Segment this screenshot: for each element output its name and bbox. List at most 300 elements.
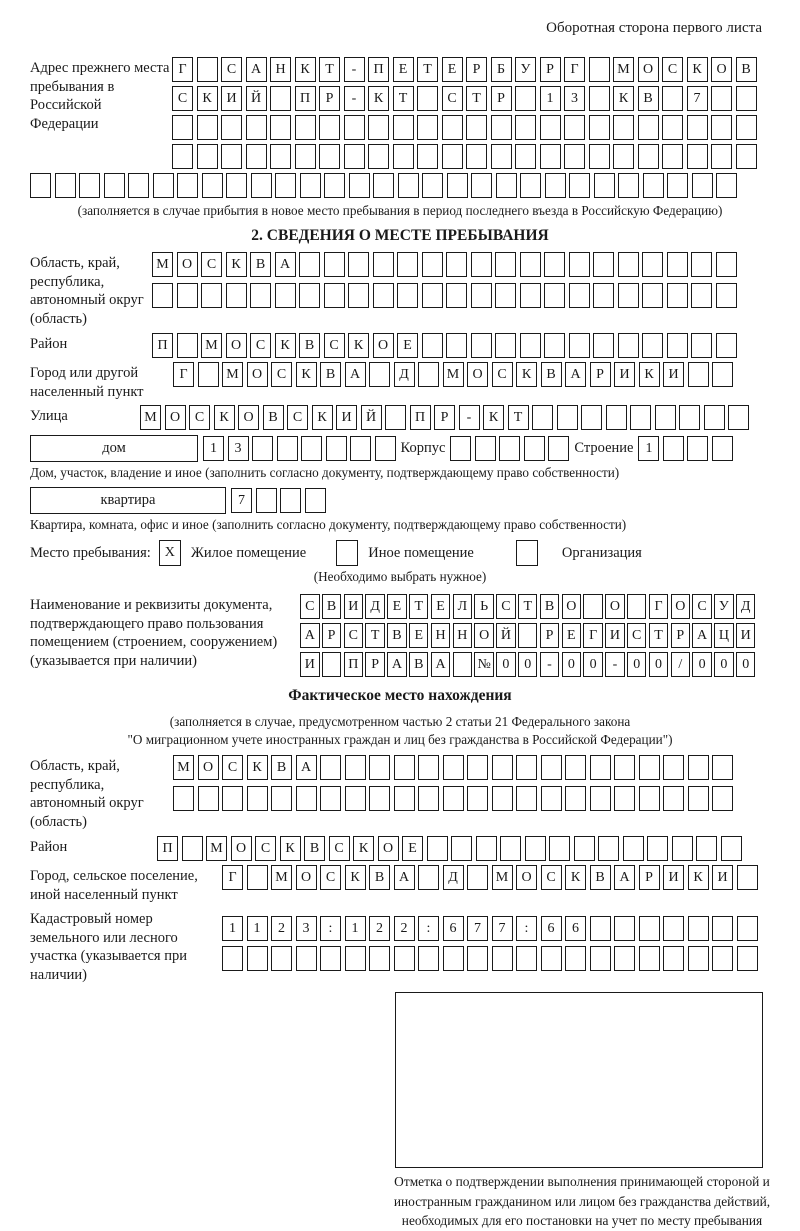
char-box[interactable] <box>518 623 538 648</box>
char-box[interactable] <box>398 173 419 198</box>
char-box[interactable] <box>516 786 537 811</box>
char-box[interactable] <box>606 405 627 430</box>
char-box[interactable] <box>453 652 473 677</box>
char-box[interactable]: 0 <box>627 652 647 677</box>
char-box[interactable] <box>589 86 610 111</box>
char-box[interactable] <box>471 333 492 358</box>
char-box[interactable]: О <box>165 405 186 430</box>
char-box[interactable] <box>565 786 586 811</box>
char-box[interactable]: Р <box>671 623 691 648</box>
char-box[interactable] <box>467 755 488 780</box>
char-box[interactable] <box>728 405 749 430</box>
char-box[interactable]: Р <box>466 57 487 82</box>
char-box[interactable] <box>712 786 733 811</box>
char-box[interactable]: Н <box>270 57 291 82</box>
char-box[interactable] <box>128 173 149 198</box>
char-box[interactable]: Л <box>453 594 473 619</box>
char-box[interactable] <box>422 252 443 277</box>
char-box[interactable] <box>590 946 611 971</box>
char-box[interactable]: О <box>671 594 691 619</box>
char-box[interactable]: В <box>250 252 271 277</box>
char-box[interactable] <box>222 946 243 971</box>
char-box[interactable]: 1 <box>540 86 561 111</box>
char-box[interactable]: О <box>516 865 537 890</box>
char-box[interactable] <box>345 946 366 971</box>
char-box[interactable] <box>500 836 521 861</box>
char-box[interactable] <box>618 333 639 358</box>
char-box[interactable]: П <box>157 836 178 861</box>
char-box[interactable] <box>589 115 610 140</box>
char-box[interactable] <box>467 865 488 890</box>
char-box[interactable] <box>172 144 193 169</box>
char-box[interactable]: 0 <box>562 652 582 677</box>
char-box[interactable]: Т <box>649 623 669 648</box>
char-box[interactable]: 7 <box>231 488 252 513</box>
char-box[interactable] <box>326 436 347 461</box>
char-box[interactable]: С <box>287 405 308 430</box>
char-box[interactable] <box>397 252 418 277</box>
char-box[interactable]: С <box>627 623 647 648</box>
char-box[interactable]: / <box>671 652 691 677</box>
char-box[interactable]: - <box>344 86 365 111</box>
char-box[interactable] <box>691 252 712 277</box>
char-box[interactable]: В <box>322 594 342 619</box>
char-box[interactable] <box>394 946 415 971</box>
char-box[interactable]: Т <box>508 405 529 430</box>
char-box[interactable]: В <box>304 836 325 861</box>
char-box[interactable] <box>450 436 471 461</box>
char-box[interactable] <box>299 283 320 308</box>
char-box[interactable] <box>344 115 365 140</box>
char-box[interactable]: И <box>663 362 684 387</box>
char-box[interactable] <box>296 946 317 971</box>
char-box[interactable]: 0 <box>692 652 712 677</box>
char-box[interactable]: С <box>189 405 210 430</box>
char-box[interactable] <box>565 946 586 971</box>
char-box[interactable]: М <box>206 836 227 861</box>
char-box[interactable] <box>277 436 298 461</box>
char-box[interactable]: К <box>613 86 634 111</box>
char-box[interactable] <box>476 836 497 861</box>
char-box[interactable] <box>627 594 647 619</box>
char-box[interactable]: Е <box>442 57 463 82</box>
char-box[interactable] <box>545 173 566 198</box>
char-box[interactable]: О <box>238 405 259 430</box>
char-box[interactable] <box>197 57 218 82</box>
char-box[interactable] <box>417 86 438 111</box>
char-box[interactable] <box>299 252 320 277</box>
char-box[interactable] <box>515 144 536 169</box>
char-box[interactable]: Р <box>365 652 385 677</box>
char-box[interactable] <box>564 144 585 169</box>
char-box[interactable] <box>324 173 345 198</box>
char-box[interactable] <box>643 173 664 198</box>
char-box[interactable]: К <box>687 57 708 82</box>
char-box[interactable]: С <box>222 755 243 780</box>
char-box[interactable] <box>491 115 512 140</box>
char-box[interactable] <box>618 252 639 277</box>
char-box[interactable]: К <box>247 755 268 780</box>
char-box[interactable] <box>55 173 76 198</box>
char-box[interactable] <box>667 283 688 308</box>
char-box[interactable] <box>663 755 684 780</box>
char-box[interactable]: И <box>736 623 756 648</box>
char-box[interactable] <box>369 362 390 387</box>
char-box[interactable]: В <box>590 865 611 890</box>
char-box[interactable] <box>373 252 394 277</box>
char-box[interactable] <box>417 115 438 140</box>
char-box[interactable] <box>201 283 222 308</box>
char-box[interactable] <box>368 144 389 169</box>
char-box[interactable]: С <box>496 594 516 619</box>
char-box[interactable]: 7 <box>467 916 488 941</box>
char-box[interactable]: В <box>299 333 320 358</box>
char-box[interactable]: 6 <box>565 916 586 941</box>
char-box[interactable] <box>172 115 193 140</box>
char-box[interactable] <box>271 946 292 971</box>
char-box[interactable]: Р <box>540 57 561 82</box>
char-box[interactable]: В <box>541 362 562 387</box>
char-box[interactable] <box>574 836 595 861</box>
char-box[interactable]: А <box>387 652 407 677</box>
char-box[interactable]: 3 <box>228 436 249 461</box>
char-box[interactable]: Ь <box>474 594 494 619</box>
char-box[interactable] <box>177 283 198 308</box>
char-box[interactable]: А <box>565 362 586 387</box>
char-box[interactable] <box>496 173 517 198</box>
char-box[interactable] <box>198 362 219 387</box>
char-box[interactable]: Е <box>402 836 423 861</box>
char-box[interactable]: 2 <box>369 916 390 941</box>
char-box[interactable] <box>696 836 717 861</box>
char-box[interactable]: С <box>329 836 350 861</box>
char-box[interactable] <box>712 755 733 780</box>
char-box[interactable] <box>418 755 439 780</box>
char-box[interactable] <box>593 283 614 308</box>
char-box[interactable] <box>687 436 708 461</box>
char-box[interactable] <box>548 436 569 461</box>
char-box[interactable] <box>417 144 438 169</box>
char-box[interactable]: К <box>214 405 235 430</box>
char-box[interactable] <box>655 405 676 430</box>
char-box[interactable] <box>516 946 537 971</box>
char-box[interactable] <box>540 115 561 140</box>
char-box[interactable]: С <box>662 57 683 82</box>
char-box[interactable]: О <box>474 623 494 648</box>
char-box[interactable]: Й <box>496 623 516 648</box>
char-box[interactable] <box>520 283 541 308</box>
char-box[interactable] <box>638 144 659 169</box>
char-box[interactable] <box>711 144 732 169</box>
char-box[interactable] <box>541 786 562 811</box>
char-box[interactable]: 0 <box>714 652 734 677</box>
char-box[interactable] <box>471 173 492 198</box>
char-box[interactable] <box>466 115 487 140</box>
char-box[interactable]: Ц <box>714 623 734 648</box>
char-box[interactable]: Т <box>466 86 487 111</box>
char-box[interactable] <box>322 652 342 677</box>
char-box[interactable] <box>319 144 340 169</box>
char-box[interactable] <box>153 173 174 198</box>
char-box[interactable]: В <box>369 865 390 890</box>
char-box[interactable] <box>662 86 683 111</box>
char-box[interactable]: А <box>692 623 712 648</box>
char-box[interactable]: О <box>231 836 252 861</box>
char-box[interactable]: Е <box>387 594 407 619</box>
char-box[interactable] <box>642 283 663 308</box>
char-box[interactable] <box>569 252 590 277</box>
char-box[interactable]: О <box>638 57 659 82</box>
char-box[interactable] <box>593 252 614 277</box>
char-box[interactable] <box>319 115 340 140</box>
char-box[interactable] <box>418 362 439 387</box>
char-box[interactable] <box>305 488 326 513</box>
char-box[interactable] <box>679 405 700 430</box>
char-box[interactable]: С <box>320 865 341 890</box>
char-box[interactable] <box>614 755 635 780</box>
char-box[interactable]: К <box>516 362 537 387</box>
char-box[interactable] <box>385 405 406 430</box>
char-box[interactable] <box>443 786 464 811</box>
char-box[interactable] <box>300 173 321 198</box>
char-box[interactable] <box>630 405 651 430</box>
char-box[interactable] <box>662 144 683 169</box>
char-box[interactable] <box>541 755 562 780</box>
char-box[interactable]: 7 <box>492 916 513 941</box>
char-box[interactable]: - <box>605 652 625 677</box>
char-box[interactable] <box>375 436 396 461</box>
char-box[interactable] <box>663 786 684 811</box>
char-box[interactable] <box>667 173 688 198</box>
char-box[interactable] <box>451 836 472 861</box>
char-box[interactable]: Р <box>434 405 455 430</box>
char-box[interactable]: Р <box>540 623 560 648</box>
char-box[interactable] <box>270 86 291 111</box>
char-box[interactable] <box>614 916 635 941</box>
char-box[interactable] <box>369 946 390 971</box>
char-box[interactable]: П <box>368 57 389 82</box>
char-box[interactable] <box>589 144 610 169</box>
char-box[interactable]: К <box>483 405 504 430</box>
char-box[interactable]: И <box>605 623 625 648</box>
char-box[interactable]: К <box>226 252 247 277</box>
char-box[interactable]: Д <box>736 594 756 619</box>
char-box[interactable]: 1 <box>222 916 243 941</box>
char-box[interactable]: Р <box>590 362 611 387</box>
char-box[interactable]: Г <box>564 57 585 82</box>
char-box[interactable] <box>532 405 553 430</box>
char-box[interactable] <box>711 86 732 111</box>
char-box[interactable]: Т <box>518 594 538 619</box>
char-box[interactable] <box>598 836 619 861</box>
char-box[interactable] <box>687 115 708 140</box>
char-box[interactable]: 0 <box>649 652 669 677</box>
char-box[interactable]: 1 <box>203 436 224 461</box>
char-box[interactable]: С <box>250 333 271 358</box>
char-box[interactable] <box>197 144 218 169</box>
char-box[interactable] <box>348 252 369 277</box>
char-box[interactable] <box>270 115 291 140</box>
char-box[interactable]: С <box>541 865 562 890</box>
char-box[interactable]: К <box>345 865 366 890</box>
char-box[interactable] <box>79 173 100 198</box>
char-box[interactable] <box>247 946 268 971</box>
char-box[interactable] <box>618 173 639 198</box>
char-box[interactable] <box>736 144 757 169</box>
char-box[interactable] <box>222 786 243 811</box>
char-box[interactable] <box>296 786 317 811</box>
char-box[interactable]: К <box>312 405 333 430</box>
char-box[interactable] <box>520 173 541 198</box>
char-box[interactable]: Г <box>649 594 669 619</box>
char-box[interactable] <box>691 333 712 358</box>
char-box[interactable] <box>688 946 709 971</box>
char-box[interactable] <box>583 594 603 619</box>
char-box[interactable] <box>418 946 439 971</box>
char-box[interactable] <box>544 252 565 277</box>
char-box[interactable]: Д <box>394 362 415 387</box>
char-box[interactable] <box>569 333 590 358</box>
char-box[interactable] <box>712 362 733 387</box>
char-box[interactable] <box>345 786 366 811</box>
char-box[interactable]: 6 <box>443 916 464 941</box>
char-box[interactable]: К <box>639 362 660 387</box>
char-box[interactable] <box>737 916 758 941</box>
char-box[interactable] <box>397 283 418 308</box>
char-box[interactable] <box>246 115 267 140</box>
char-box[interactable] <box>226 173 247 198</box>
char-box[interactable]: Д <box>443 865 464 890</box>
char-box[interactable]: С <box>172 86 193 111</box>
char-box[interactable] <box>446 252 467 277</box>
char-box[interactable] <box>467 946 488 971</box>
char-box[interactable]: С <box>300 594 320 619</box>
char-box[interactable] <box>427 836 448 861</box>
char-box[interactable]: К <box>275 333 296 358</box>
char-box[interactable] <box>320 786 341 811</box>
char-box[interactable] <box>688 786 709 811</box>
char-box[interactable]: - <box>540 652 560 677</box>
char-box[interactable]: И <box>300 652 320 677</box>
char-box[interactable] <box>349 173 370 198</box>
char-box[interactable] <box>736 115 757 140</box>
char-box[interactable] <box>737 865 758 890</box>
char-box[interactable] <box>173 786 194 811</box>
char-box[interactable]: Б <box>491 57 512 82</box>
char-box[interactable] <box>394 786 415 811</box>
char-box[interactable]: С <box>255 836 276 861</box>
char-box[interactable] <box>549 836 570 861</box>
char-box[interactable]: С <box>271 362 292 387</box>
char-box[interactable]: Р <box>491 86 512 111</box>
char-box[interactable] <box>418 786 439 811</box>
char-box[interactable] <box>275 173 296 198</box>
char-box[interactable]: К <box>348 333 369 358</box>
char-box[interactable]: Г <box>173 362 194 387</box>
char-box[interactable]: Р <box>322 623 342 648</box>
char-box[interactable] <box>104 173 125 198</box>
char-box[interactable] <box>492 755 513 780</box>
char-box[interactable]: Т <box>417 57 438 82</box>
char-box[interactable]: П <box>410 405 431 430</box>
char-box[interactable]: О <box>562 594 582 619</box>
char-box[interactable]: А <box>431 652 451 677</box>
char-box[interactable]: Д <box>365 594 385 619</box>
char-box[interactable]: Т <box>365 623 385 648</box>
char-box[interactable]: М <box>140 405 161 430</box>
char-box[interactable]: Г <box>172 57 193 82</box>
char-box[interactable]: В <box>540 594 560 619</box>
char-box[interactable]: О <box>378 836 399 861</box>
char-box[interactable] <box>393 115 414 140</box>
char-box[interactable] <box>712 946 733 971</box>
char-box[interactable]: А <box>300 623 320 648</box>
char-box[interactable] <box>663 916 684 941</box>
char-box[interactable]: О <box>467 362 488 387</box>
char-box[interactable]: С <box>324 333 345 358</box>
char-box[interactable] <box>275 283 296 308</box>
char-box[interactable] <box>581 405 602 430</box>
char-box[interactable] <box>712 916 733 941</box>
char-box[interactable]: : <box>320 916 341 941</box>
char-box[interactable] <box>250 283 271 308</box>
char-box[interactable] <box>639 916 660 941</box>
char-box[interactable] <box>422 173 443 198</box>
char-box[interactable] <box>492 946 513 971</box>
char-box[interactable] <box>647 836 668 861</box>
char-box[interactable] <box>301 436 322 461</box>
char-box[interactable] <box>344 144 365 169</box>
char-box[interactable]: В <box>320 362 341 387</box>
char-box[interactable]: О <box>177 252 198 277</box>
char-box[interactable] <box>663 946 684 971</box>
char-box[interactable] <box>639 786 660 811</box>
char-box[interactable]: 0 <box>736 652 756 677</box>
char-box[interactable] <box>590 755 611 780</box>
char-box[interactable]: М <box>173 755 194 780</box>
char-box[interactable] <box>369 786 390 811</box>
char-box[interactable] <box>613 115 634 140</box>
char-box[interactable] <box>252 436 273 461</box>
char-box[interactable] <box>251 173 272 198</box>
char-box[interactable] <box>541 946 562 971</box>
char-box[interactable] <box>177 333 198 358</box>
char-box[interactable]: У <box>714 594 734 619</box>
char-box[interactable] <box>373 283 394 308</box>
char-box[interactable] <box>226 283 247 308</box>
char-box[interactable]: Е <box>409 623 429 648</box>
char-box[interactable]: С <box>221 57 242 82</box>
char-box[interactable] <box>716 283 737 308</box>
char-box[interactable]: К <box>280 836 301 861</box>
char-box[interactable] <box>30 173 51 198</box>
char-box[interactable]: 2 <box>271 916 292 941</box>
char-box[interactable] <box>418 865 439 890</box>
char-box[interactable] <box>614 946 635 971</box>
char-box[interactable] <box>737 946 758 971</box>
char-box[interactable] <box>544 333 565 358</box>
char-box[interactable]: 1 <box>345 916 366 941</box>
char-box[interactable]: А <box>246 57 267 82</box>
char-box[interactable] <box>182 836 203 861</box>
char-box[interactable]: Т <box>409 594 429 619</box>
char-box[interactable]: В <box>736 57 757 82</box>
char-box[interactable]: О <box>296 865 317 890</box>
char-box[interactable]: И <box>336 405 357 430</box>
char-box[interactable]: О <box>226 333 247 358</box>
char-box[interactable]: О <box>605 594 625 619</box>
char-box[interactable] <box>475 436 496 461</box>
